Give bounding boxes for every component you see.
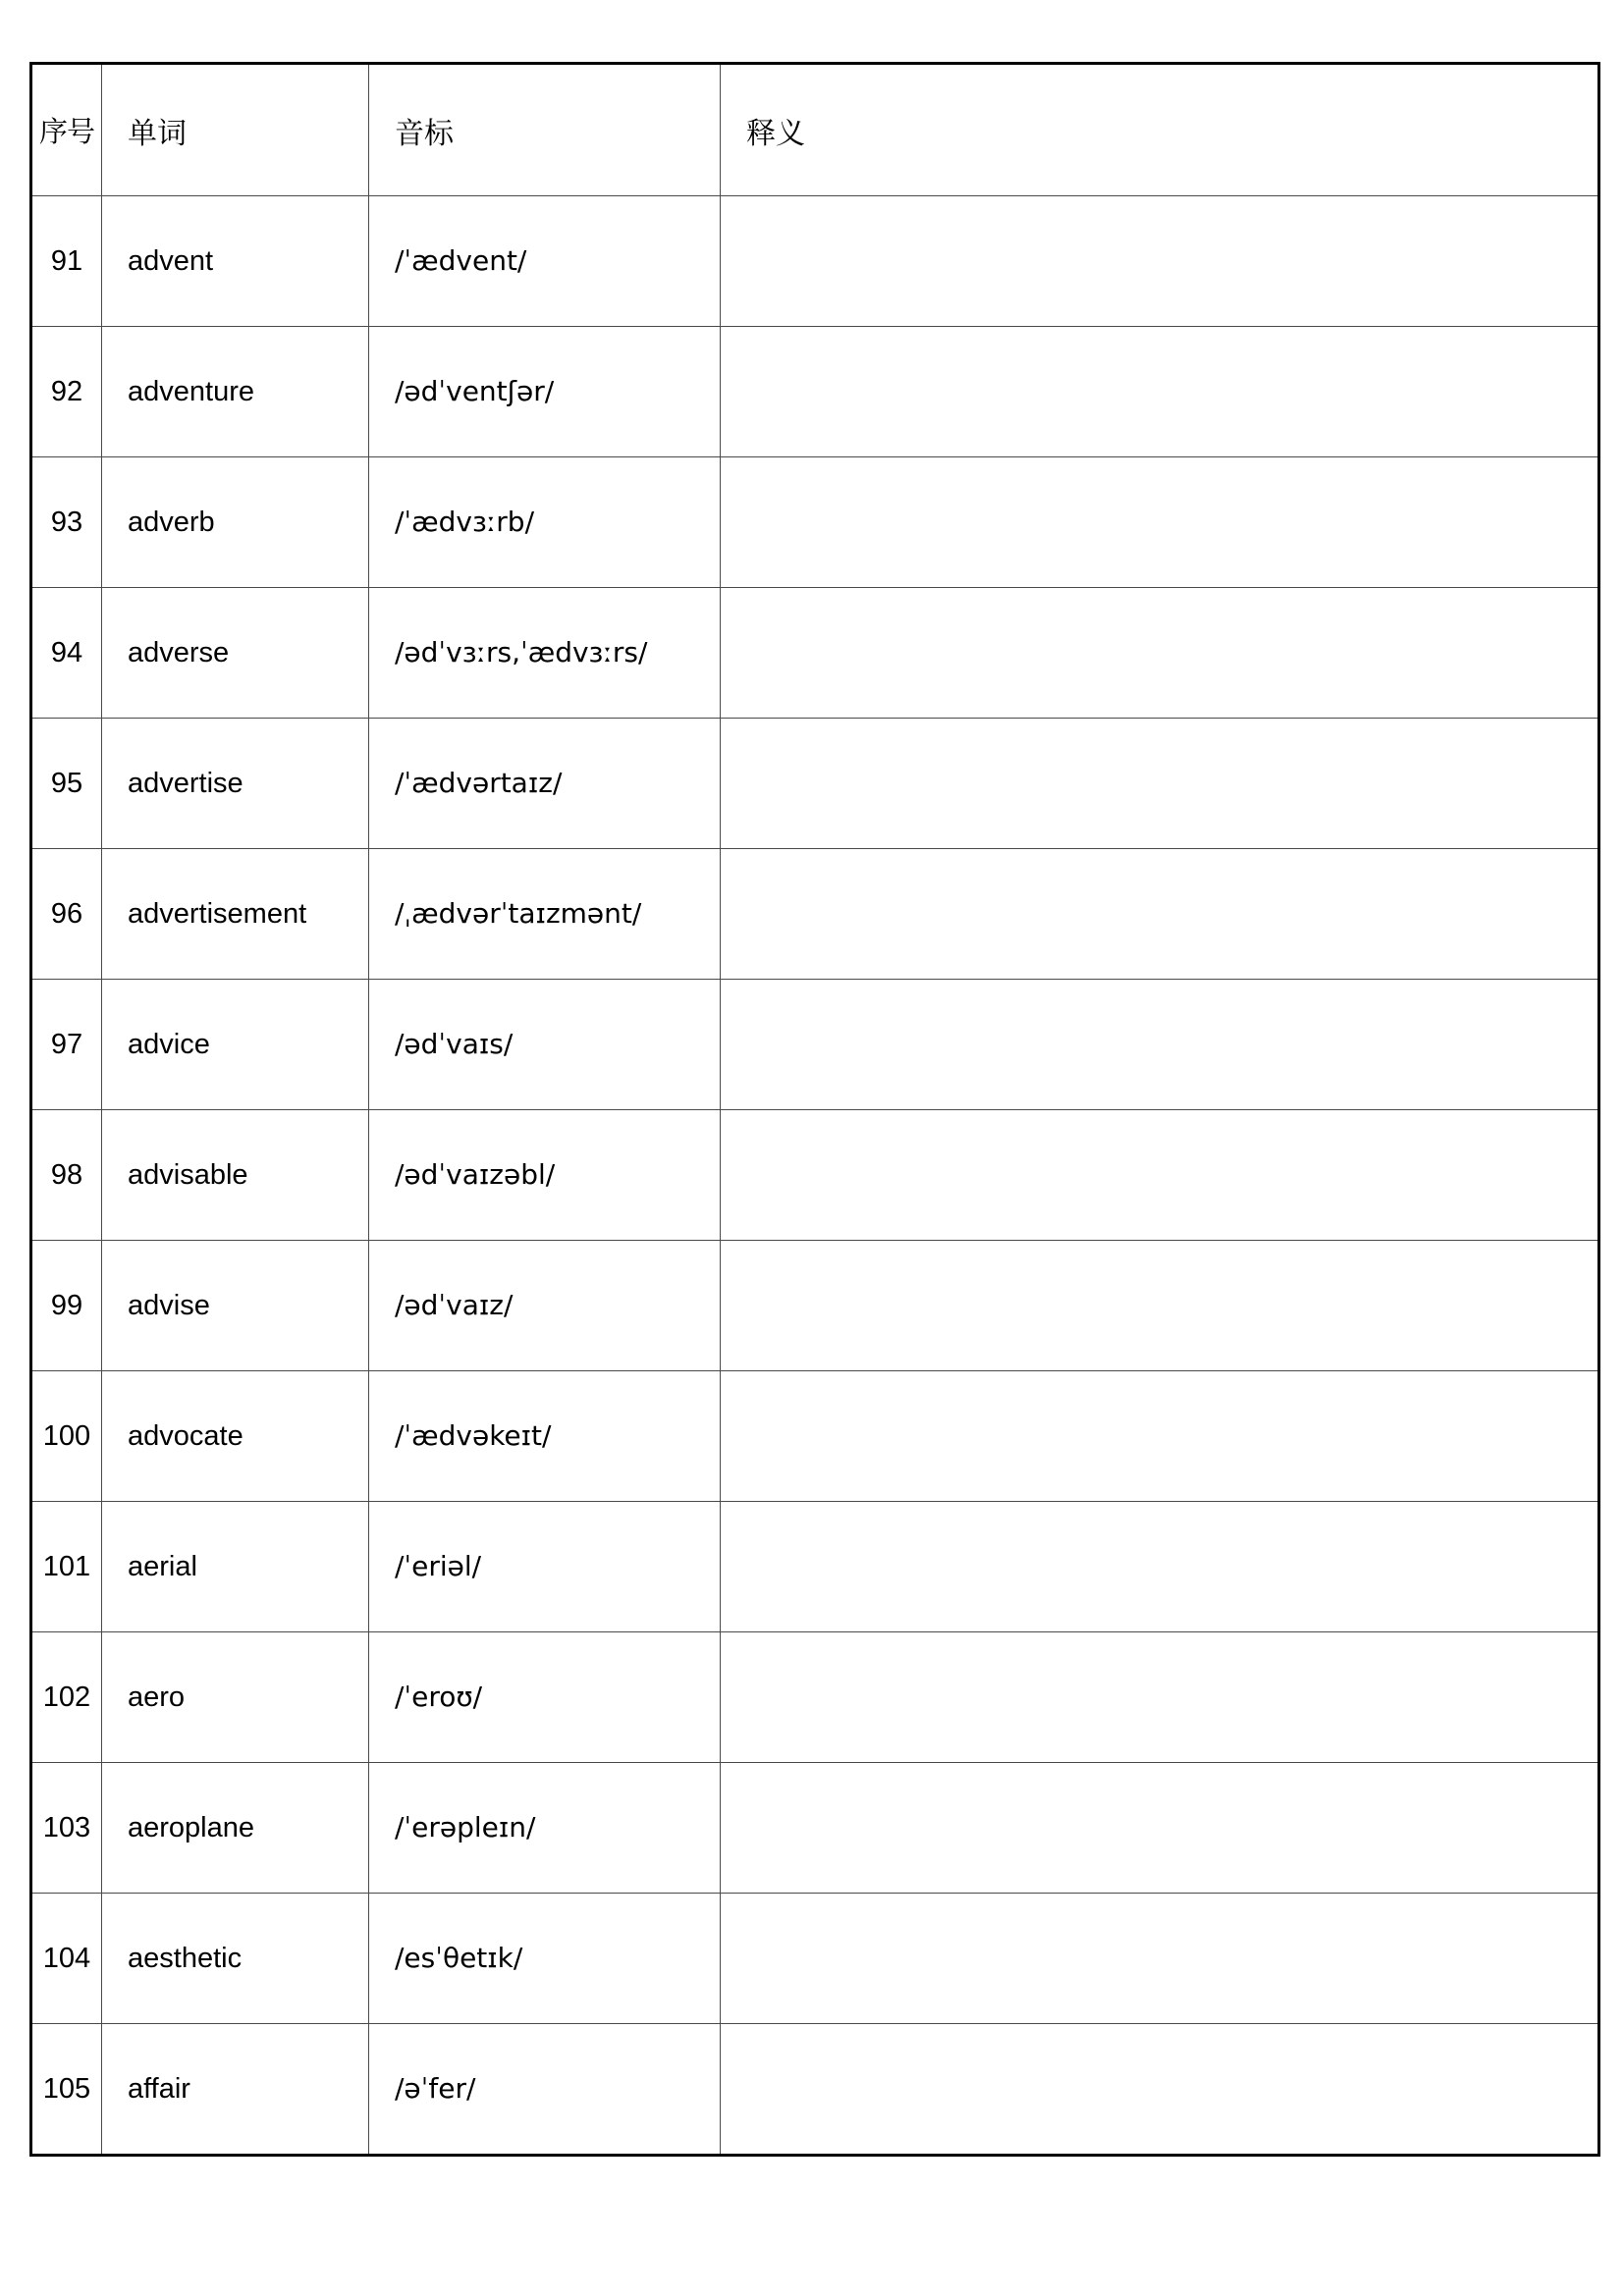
table-row [31, 1110, 1599, 1241]
row-number-cell [31, 1632, 102, 1763]
table-row [31, 1371, 1599, 1502]
table-row [31, 588, 1599, 719]
header-cell-number [31, 64, 102, 196]
row-word-cell [102, 1241, 369, 1371]
row-number-cell [31, 1502, 102, 1632]
row-phonetic: /ˈeroʊ/ [395, 1681, 483, 1713]
row-phonetic-cell [369, 588, 721, 719]
row-meaning-cell [721, 588, 1599, 719]
row-meaning-cell [721, 1371, 1599, 1502]
row-phonetic: /ˈerəpleɪn/ [395, 1811, 536, 1843]
row-phonetic: /ədˈventʃər/ [395, 375, 555, 407]
row-phonetic-cell [369, 2024, 721, 2156]
table-row [31, 1241, 1599, 1371]
row-number: 97 [50, 1028, 83, 1060]
row-phonetic: /ˈædvent/ [395, 244, 527, 277]
row-word-cell [102, 719, 369, 849]
row-word: advice [128, 1028, 210, 1060]
row-word: aero [128, 1681, 186, 1713]
row-number-cell [31, 849, 102, 980]
row-word-cell [102, 1894, 369, 2024]
header-phonetic-label: 音标 [395, 116, 454, 151]
header-number-label: 序号 [38, 115, 94, 148]
row-word: advise [128, 1289, 210, 1321]
row-number-cell [31, 1110, 102, 1241]
row-meaning-cell [721, 2024, 1599, 2156]
row-meaning-cell [721, 1502, 1599, 1632]
row-word: advent [128, 244, 214, 277]
table-row [31, 2024, 1599, 2156]
table-row [31, 849, 1599, 980]
row-number-cell [31, 719, 102, 849]
row-phonetic: /ədˈvaɪzəbl/ [395, 1158, 556, 1191]
row-phonetic-cell [369, 980, 721, 1110]
row-word-cell [102, 196, 369, 327]
row-word-cell [102, 849, 369, 980]
row-number: 92 [50, 375, 83, 407]
row-word: advocate [128, 1419, 244, 1452]
row-number-cell [31, 980, 102, 1110]
header-cell-phonetic [369, 64, 721, 196]
row-phonetic: /ˈædvɜːrb/ [395, 506, 535, 538]
row-phonetic: /ədˈvaɪz/ [395, 1289, 514, 1321]
row-number: 96 [50, 897, 83, 930]
table-row [31, 457, 1599, 588]
row-number-cell [31, 588, 102, 719]
row-word-cell [102, 327, 369, 457]
row-phonetic-cell [369, 196, 721, 327]
row-word-cell [102, 1632, 369, 1763]
row-phonetic: /esˈθetɪk/ [395, 1942, 523, 1974]
row-meaning-cell [721, 1241, 1599, 1371]
row-number-cell [31, 1371, 102, 1502]
row-meaning-cell [721, 1763, 1599, 1894]
header-cell-word [102, 64, 369, 196]
row-phonetic: /ədˈvaɪs/ [395, 1028, 514, 1060]
row-meaning-cell [721, 1894, 1599, 2024]
row-phonetic-cell [369, 1763, 721, 1894]
header-cell-meaning [721, 64, 1599, 196]
row-number-cell [31, 327, 102, 457]
row-word: affair [128, 2072, 190, 2105]
row-number-cell [31, 196, 102, 327]
table-row [31, 719, 1599, 849]
table-header-row [31, 64, 1599, 196]
row-word: aerial [128, 1550, 197, 1582]
row-word: advertise [128, 767, 244, 799]
row-number-cell [31, 457, 102, 588]
row-number: 95 [50, 767, 83, 799]
row-phonetic-cell [369, 327, 721, 457]
row-number: 101 [42, 1550, 91, 1582]
table-row [31, 1502, 1599, 1632]
row-word-cell [102, 1110, 369, 1241]
row-meaning-cell [721, 849, 1599, 980]
row-meaning-cell [721, 1110, 1599, 1241]
row-phonetic: /ˈeriəl/ [395, 1550, 482, 1582]
row-meaning-cell [721, 457, 1599, 588]
row-meaning-cell [721, 327, 1599, 457]
row-number: 94 [50, 636, 83, 668]
table-row [31, 327, 1599, 457]
row-word: adverse [128, 636, 230, 668]
row-meaning-cell [721, 1632, 1599, 1763]
row-word-cell [102, 1763, 369, 1894]
header-meaning-label: 释义 [746, 116, 805, 151]
row-number: 91 [50, 244, 83, 277]
row-word: adventure [128, 375, 254, 407]
row-phonetic: /ˌædvərˈtaɪzmənt/ [395, 897, 642, 930]
row-meaning-cell [721, 980, 1599, 1110]
row-number: 93 [50, 506, 83, 538]
row-number: 103 [42, 1811, 91, 1843]
row-phonetic-cell [369, 1110, 721, 1241]
row-number-cell [31, 1894, 102, 2024]
row-word: advisable [128, 1158, 248, 1191]
row-number-cell [31, 1763, 102, 1894]
row-word: aeroplane [128, 1811, 254, 1843]
row-word: advertisement [128, 897, 307, 930]
row-number-cell [31, 2024, 102, 2156]
row-word-cell [102, 457, 369, 588]
row-meaning-cell [721, 196, 1599, 327]
row-phonetic: /ˈædvərtaɪz/ [395, 767, 563, 799]
row-phonetic-cell [369, 849, 721, 980]
table-row [31, 1632, 1599, 1763]
row-phonetic: /əˈfer/ [395, 2072, 476, 2105]
row-number-cell [31, 1241, 102, 1371]
row-phonetic-cell [369, 719, 721, 849]
row-word: aesthetic [128, 1942, 243, 1974]
row-number: 102 [42, 1681, 91, 1713]
row-number: 100 [42, 1419, 91, 1452]
table-row [31, 1763, 1599, 1894]
row-phonetic: /ədˈvɜːrs,ˈædvɜːrs/ [395, 636, 648, 668]
header-word-label: 单词 [128, 116, 187, 151]
row-number: 98 [50, 1158, 83, 1191]
row-phonetic-cell [369, 1632, 721, 1763]
vocabulary-table [29, 62, 1600, 2157]
row-word-cell [102, 1371, 369, 1502]
vocabulary-table-body [31, 64, 1599, 2156]
table-row [31, 196, 1599, 327]
row-phonetic-cell [369, 1371, 721, 1502]
row-phonetic-cell [369, 1241, 721, 1371]
row-phonetic-cell [369, 1894, 721, 2024]
row-number: 104 [42, 1942, 91, 1974]
row-phonetic-cell [369, 1502, 721, 1632]
row-phonetic-cell [369, 457, 721, 588]
row-word-cell [102, 1502, 369, 1632]
row-number: 99 [50, 1289, 83, 1321]
table-row [31, 980, 1599, 1110]
row-phonetic: /ˈædvəkeɪt/ [395, 1419, 552, 1452]
row-number: 105 [42, 2072, 91, 2105]
row-meaning-cell [721, 719, 1599, 849]
table-row [31, 1894, 1599, 2024]
row-word-cell [102, 588, 369, 719]
row-word-cell [102, 2024, 369, 2156]
row-word: adverb [128, 506, 215, 538]
row-word-cell [102, 980, 369, 1110]
